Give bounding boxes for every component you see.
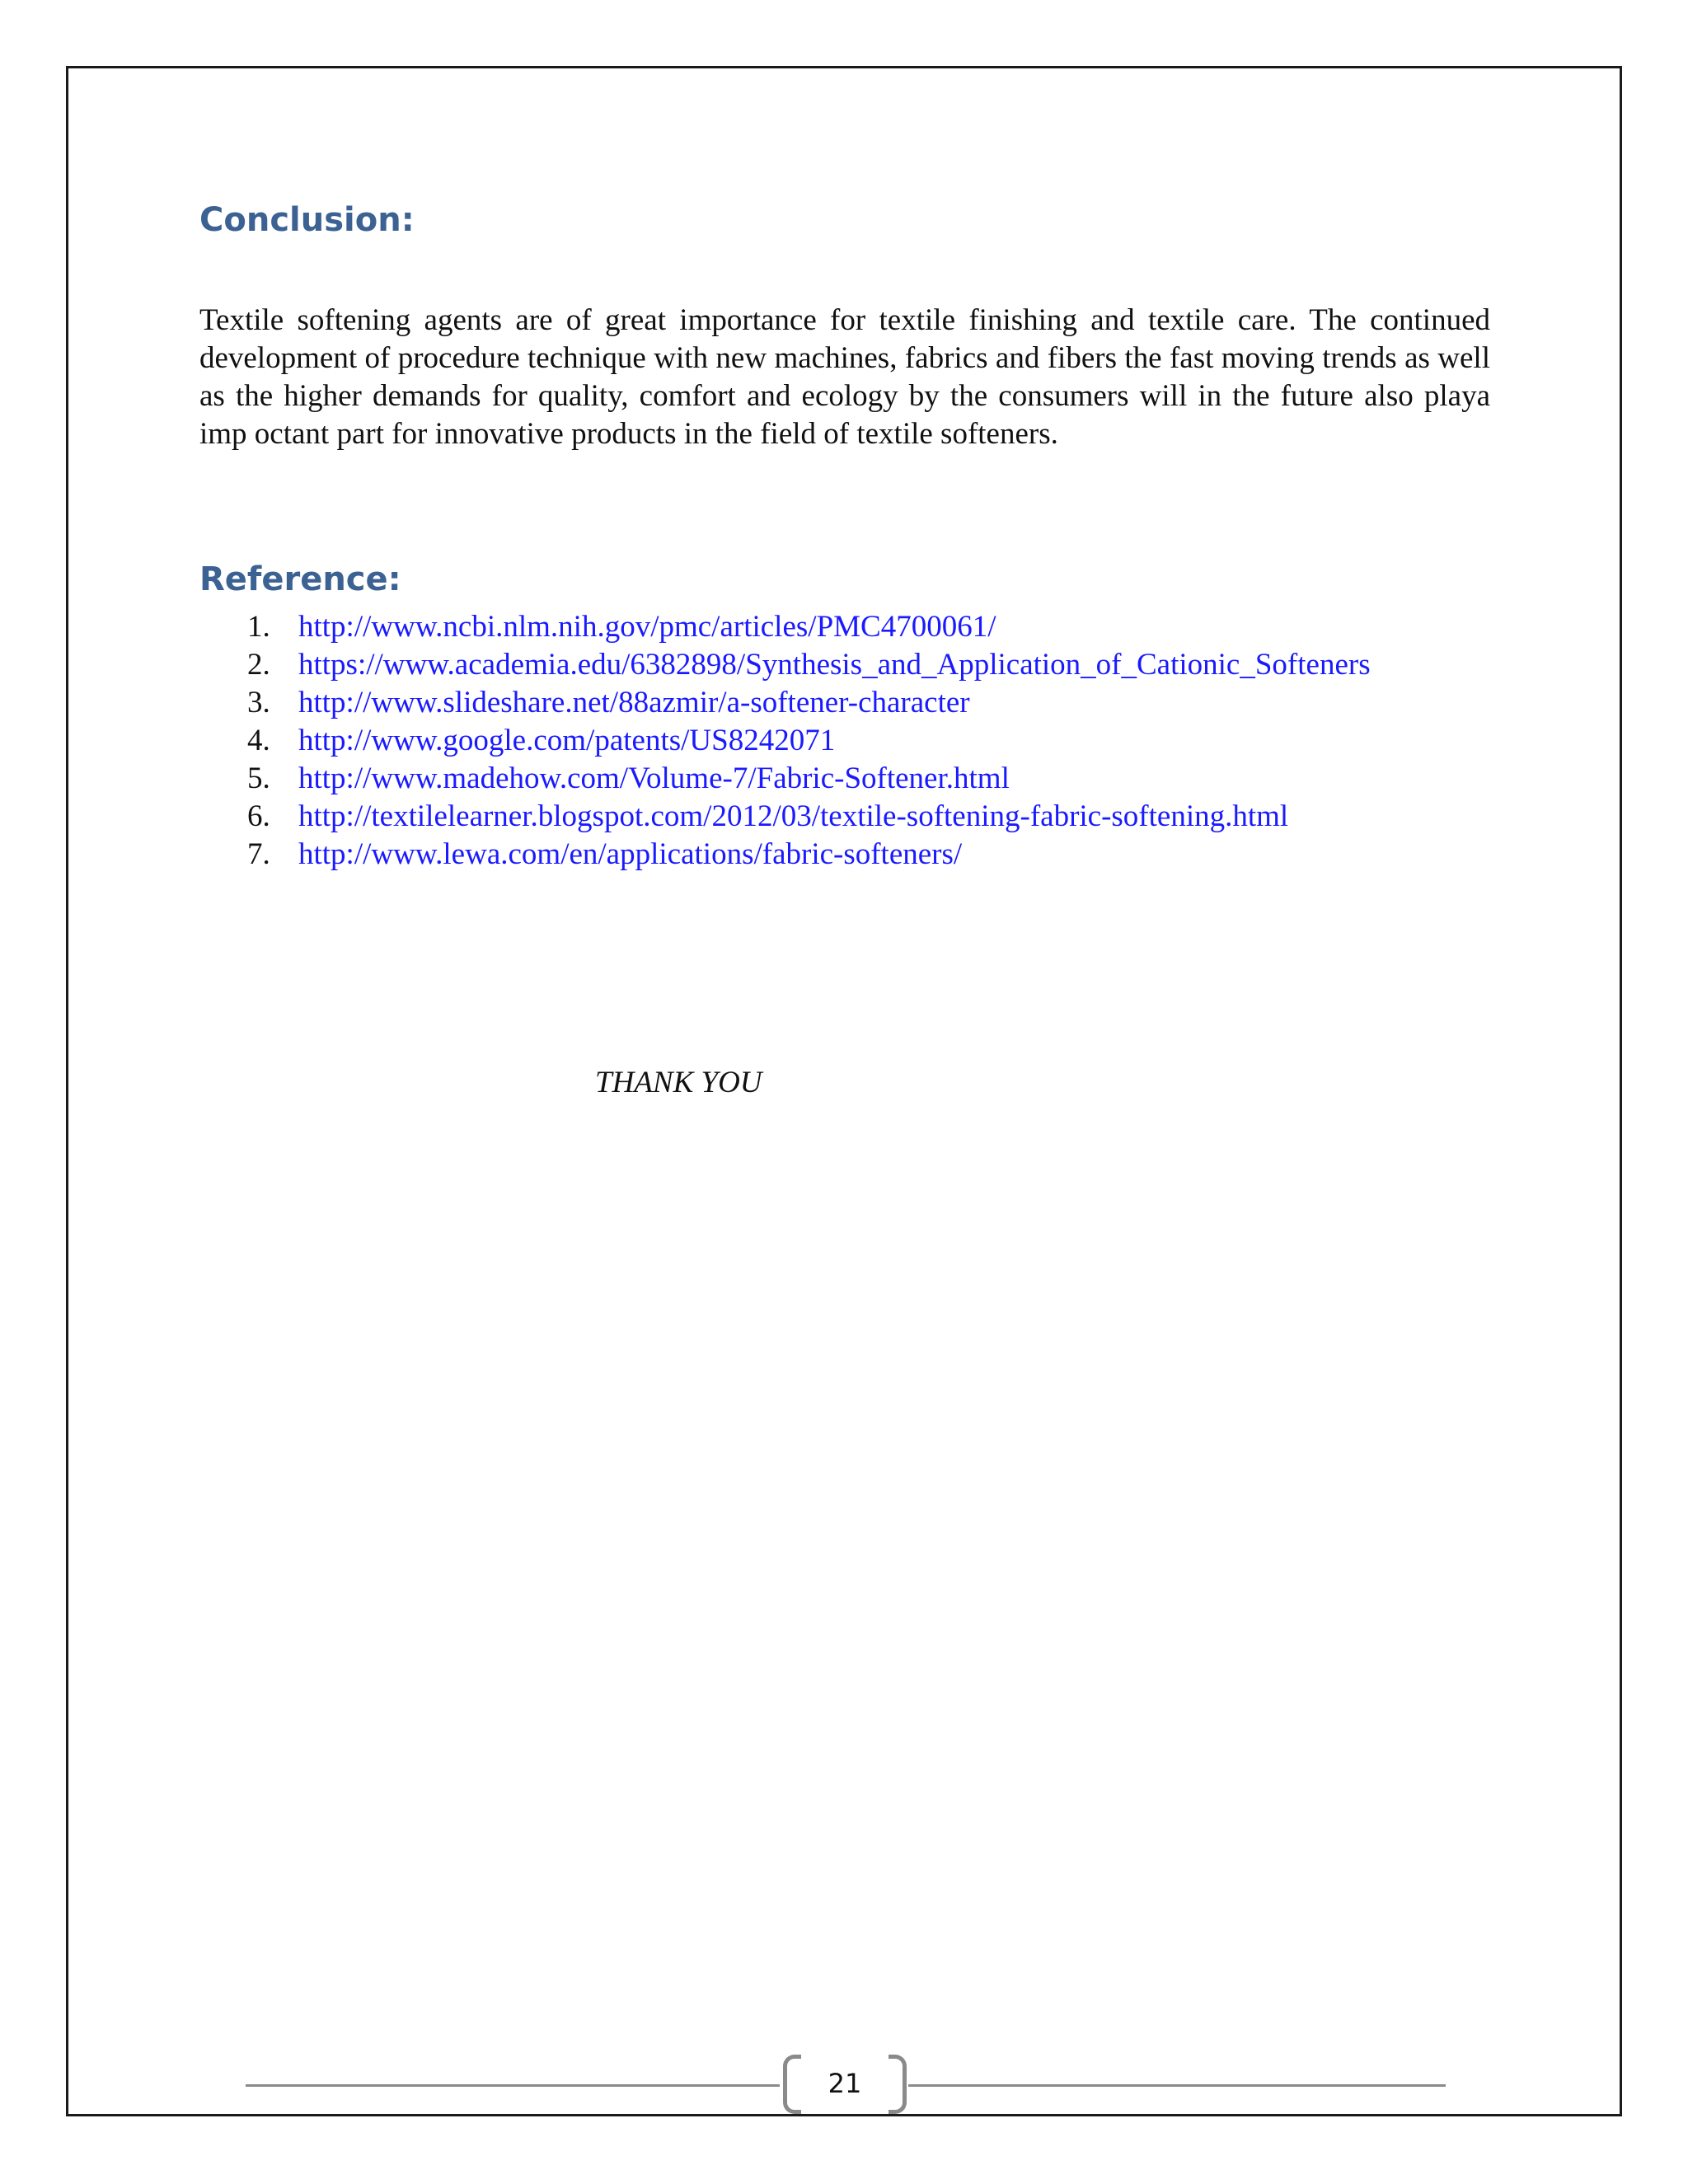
reference-item: [199, 760, 1535, 798]
reference-number: 2.: [247, 648, 270, 682]
reference-item: [199, 608, 1535, 646]
reference-link[interactable]: http://www.ncbi.nlm.nih.gov/pmc/articles/PMC4700061/: [298, 610, 996, 644]
page-number-bracket-left: [783, 2055, 801, 2114]
thank-you-text: THANK YOU: [595, 1066, 762, 1099]
reference-item: [199, 684, 1535, 722]
reference-item: [199, 722, 1535, 760]
reference-link[interactable]: http://www.google.com/patents/US8242071: [298, 724, 836, 757]
reference-list: [199, 608, 1535, 874]
footer-rule-right: [908, 2084, 1446, 2087]
page-number: 21: [828, 2068, 862, 2099]
conclusion-heading: Conclusion:: [199, 201, 415, 239]
reference-link[interactable]: http://textilelearner.blogspot.com/2012/03/textile-softening-fabric-softening.html: [298, 799, 1289, 833]
page-number-bracket-right: [889, 2055, 907, 2114]
reference-item: [199, 798, 1535, 836]
reference-item: [199, 646, 1535, 684]
reference-link[interactable]: https://www.academia.edu/6382898/Synthesis_and_Application_of_Cationic_Softeners: [298, 648, 1371, 682]
reference-heading: Reference:: [199, 560, 401, 598]
reference-link[interactable]: http://www.lewa.com/en/applications/fabric-softeners/: [298, 837, 963, 871]
footer-rule-left: [246, 2084, 780, 2087]
reference-number: 6.: [247, 799, 270, 833]
reference-item: [199, 836, 1535, 874]
reference-link[interactable]: http://www.madehow.com/Volume-7/Fabric-Softener.html: [298, 762, 1010, 795]
reference-number: 3.: [247, 686, 270, 719]
reference-number: 4.: [247, 724, 270, 757]
reference-number: 7.: [247, 837, 270, 871]
conclusion-paragraph: Textile softening agents are of great importance for textile finishing and textile care. The continued development of procedure technique with new machines, fabrics and fibers the fast moving trends as well as the higher demands for quality, comfort and ecology by the consumers will in the future also playa imp octant part for innovative products in the field of textile softeners.: [199, 303, 1490, 451]
reference-number: 5.: [247, 762, 270, 795]
reference-link[interactable]: http://www.slideshare.net/88azmir/a-softener-character: [298, 686, 970, 719]
reference-number: 1.: [247, 610, 270, 644]
